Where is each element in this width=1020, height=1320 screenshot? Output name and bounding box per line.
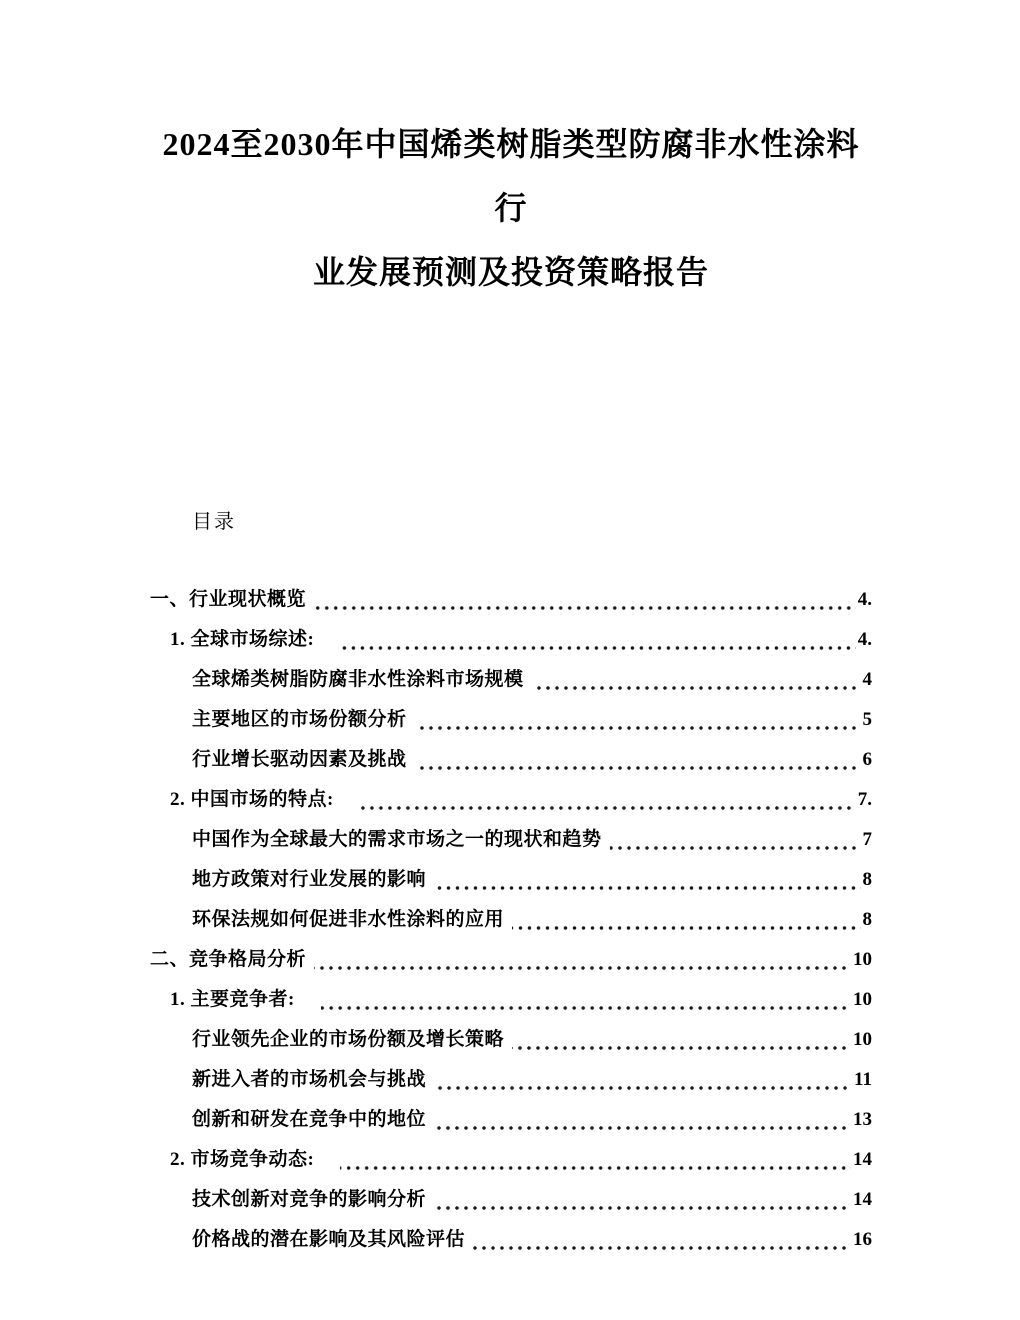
toc-leader-dots bbox=[415, 766, 861, 770]
toc-entry bbox=[150, 900, 872, 940]
toc-entry-label: 地方政策对行业发展的影响 bbox=[192, 869, 427, 890]
toc-entry bbox=[150, 1060, 872, 1100]
toc-leader-dots bbox=[321, 1006, 851, 1010]
toc-entry-label: 1. 主要竞争者: bbox=[170, 989, 295, 1010]
toc-entry-label: 价格战的潜在影响及其风险评估 bbox=[192, 1229, 466, 1250]
toc-leader-dots bbox=[434, 886, 860, 890]
toc-entry bbox=[150, 1140, 872, 1180]
toc-entry bbox=[150, 780, 872, 820]
toc-entry-page: 10 bbox=[853, 949, 872, 970]
toc-entry-page: 8 bbox=[862, 869, 872, 890]
toc-entry-page: 4 bbox=[862, 669, 872, 690]
toc-entry-page: 7. bbox=[857, 789, 872, 810]
toc-entry-label: 2. 中国市场的特点: bbox=[170, 789, 334, 810]
toc-entry bbox=[150, 1020, 872, 1060]
toc-entry bbox=[150, 940, 872, 980]
toc-entry bbox=[150, 860, 872, 900]
toc-entry-page: 13 bbox=[853, 1109, 872, 1130]
toc-leader-dots bbox=[340, 646, 855, 650]
toc-entry bbox=[150, 1100, 872, 1140]
toc-entry-page: 14 bbox=[853, 1189, 872, 1210]
toc-entry-label: 1. 全球市场综述: bbox=[170, 629, 315, 650]
toc-entry bbox=[150, 1220, 872, 1260]
toc-entry bbox=[150, 660, 872, 700]
toc-entry-label: 行业领先企业的市场份额及增长策略 bbox=[192, 1029, 505, 1050]
toc-entry bbox=[150, 820, 872, 860]
toc-entry-page: 5 bbox=[862, 709, 872, 730]
toc-entry-label: 主要地区的市场份额分析 bbox=[192, 709, 407, 730]
toc-entry-label: 环保法规如何促进非水性涂料的应用 bbox=[192, 909, 505, 930]
toc-entry-page: 6 bbox=[862, 749, 872, 770]
toc-leader-dots bbox=[473, 1246, 851, 1250]
toc-heading: 目录 bbox=[192, 511, 236, 533]
toc-list bbox=[150, 580, 872, 1260]
toc-entry bbox=[150, 700, 872, 740]
toc-entry-label: 一、行业现状概览 bbox=[150, 589, 307, 610]
toc-leader-dots bbox=[434, 1086, 852, 1090]
toc-leader-dots bbox=[532, 686, 861, 690]
toc-entry-page: 16 bbox=[853, 1229, 872, 1250]
toc-leader-dots bbox=[434, 1206, 851, 1210]
toc-entry-label: 中国作为全球最大的需求市场之一的现状和趋势 bbox=[192, 829, 602, 850]
toc-entry bbox=[150, 580, 872, 620]
toc-entry-label: 行业增长驱动因素及挑战 bbox=[192, 749, 407, 770]
toc-entry-page: 4. bbox=[857, 629, 872, 650]
toc-entry-page: 7 bbox=[862, 829, 872, 850]
document-title-line1: 2024至2030年中国烯类树脂类型防腐非水性涂料行 bbox=[162, 126, 860, 226]
toc-leader-dots bbox=[512, 926, 860, 930]
toc-leader-dots bbox=[415, 726, 861, 730]
toc-entry-page: 4. bbox=[857, 589, 872, 610]
toc-leader-dots bbox=[314, 966, 851, 970]
toc-entry-page: 8 bbox=[862, 909, 872, 930]
toc-leader-dots bbox=[610, 846, 861, 850]
document-title bbox=[150, 112, 872, 304]
toc-leader-dots bbox=[314, 606, 856, 610]
toc-leader-dots bbox=[340, 1166, 851, 1170]
document-title-line2: 业发展预测及投资策略报告 bbox=[312, 254, 709, 290]
toc-entry-label: 全球烯类树脂防腐非水性涂料市场规模 bbox=[192, 669, 524, 690]
toc-entry-page: 14 bbox=[853, 1149, 872, 1170]
toc-leader-dots bbox=[360, 806, 856, 810]
toc-leader-dots bbox=[434, 1126, 851, 1130]
toc-leader-dots bbox=[512, 1046, 851, 1050]
toc-entry-page: 10 bbox=[853, 989, 872, 1010]
toc-entry-page: 11 bbox=[854, 1069, 872, 1090]
toc-entry-label: 新进入者的市场机会与挑战 bbox=[192, 1069, 427, 1090]
toc-entry bbox=[150, 740, 872, 780]
toc-entry-label: 技术创新对竞争的影响分析 bbox=[192, 1189, 427, 1210]
toc-entry-label: 2. 市场竞争动态: bbox=[170, 1149, 315, 1170]
toc-entry-label: 二、竞争格局分析 bbox=[150, 949, 307, 970]
toc-entry bbox=[150, 1180, 872, 1220]
toc-entry bbox=[150, 980, 872, 1020]
toc-entry-page: 10 bbox=[853, 1029, 872, 1050]
toc-entry-label: 创新和研发在竞争中的地位 bbox=[192, 1109, 427, 1130]
toc-entry bbox=[150, 620, 872, 660]
